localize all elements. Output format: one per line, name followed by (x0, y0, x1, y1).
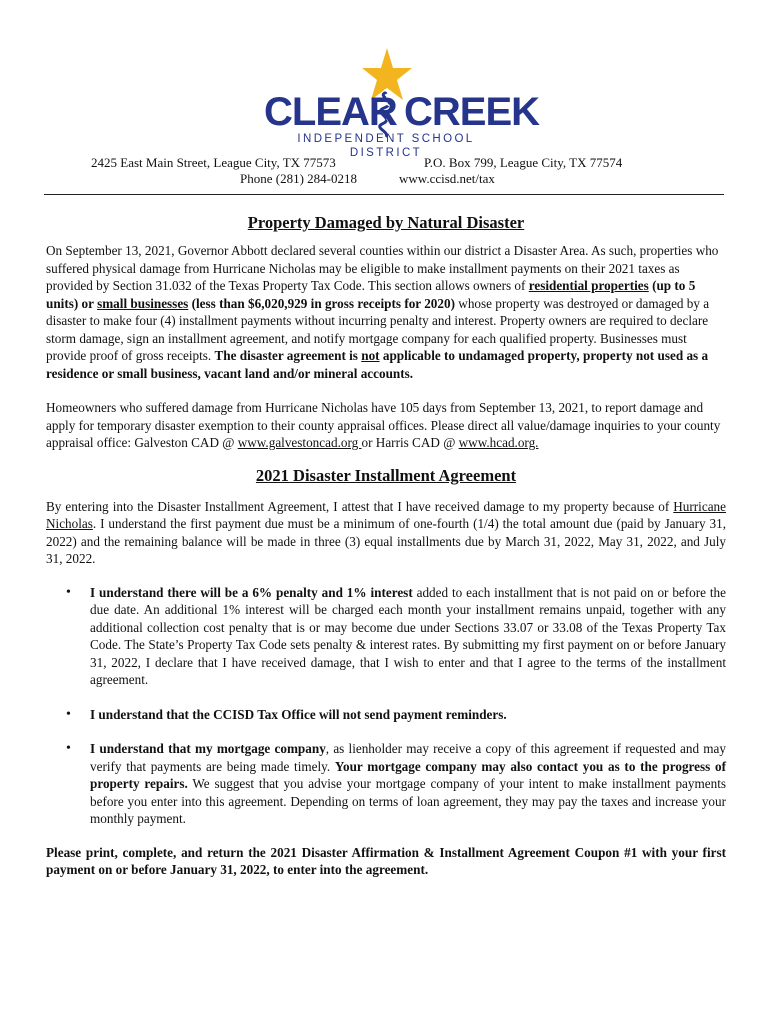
logo-word-creek: CREEK (404, 90, 540, 134)
agreement-terms-list (46, 584, 726, 828)
tax-website[interactable]: www.ccisd.net/tax (399, 171, 495, 186)
contact-block (0, 155, 770, 187)
harris-cad-link[interactable]: www.hcad.org. (458, 435, 539, 450)
logo-word-clear: CLEAR (264, 90, 397, 134)
section-title-property-damaged: Property Damaged by Natural Disaster (247, 213, 525, 232)
galveston-cad-link[interactable]: www.galvestoncad.org (237, 435, 362, 450)
phone-number: Phone (281) 284-0218 (240, 171, 357, 186)
header-divider (44, 194, 724, 195)
list-item-penalty-interest: • I understand there will be a 6% penalty and 1% interest added to each installment that is not paid on or before the due date. An additional 1% interest will be charged each month your installment remains unpaid, together with any additional collection cost penalty that is or may become due under Sections 33.07 or 33.08 of the Texas Property Tax Code. The State’s Property Tax Code sets penalty & interest rates. By submitting my first payment on or before January 31, 2022, I declare that I have received damage, that I wish to enter and that I agree to the terms of the installment agreement. (46, 584, 726, 689)
document-body (46, 212, 726, 879)
section-title-installment-agreement: 2021 Disaster Installment Agreement (255, 465, 517, 485)
street-address: 2425 East Main Street, League City, TX 77573 (91, 155, 336, 170)
po-box: P.O. Box 799, League City, TX 77574 (424, 155, 623, 170)
district-logo (260, 46, 540, 159)
closing-instruction: Please print, complete, and return the 2021 Disaster Affirmation & Installment Agreement Coupon #1 with your first payment on or before January 31, 2022, to enter into the agreement. (46, 844, 726, 877)
homeowner-exemption-paragraph: Homeowners who suffered damage from Hurricane Nicholas have 105 days from September 13, 2021, to report damage and apply for temporary disaster exemption to their county appraisal offices. Please direct all value/damage inquiries to your county appraisal office: Galveston CAD @ www.galvestoncad.org or Harris CAD @ www.hcad.org. (46, 400, 721, 450)
logo-subtitle: INDEPENDENT SCHOOL DISTRICT (297, 133, 475, 159)
list-item-mortgage-company: • I understand that my mortgage company, as lienholder may receive a copy of this agreement if requested and may verify that payments are being made timely. Your mortgage company may also contact you as to the progress of property repairs. We suggest that you advise your mortgage company of your intent to make installment payments before you enter into this agreement. Depending on terms of loan agreement, they may pay the taxes and increase your monthly payment. (46, 740, 726, 828)
disaster-declaration-paragraph: On September 13, 2021, Governor Abbott declared several counties within our district a Disaster Area. As such, properties who suffered physical damage from Hurricane Nicholas may be eligible to make installment payments on their 2021 taxes as provided by Section 31.032 of the Texas Property Tax Code. This section allows owners of residential properties (up to 5 units) or small businesses (less than $6,020,929 in gross receipts for 2020) whose property was destroyed or damaged by a disaster to make four (4) installment payments without incurring penalty and interest. Property owners are required to declare storm damage, sign an installment agreement, and notify mortgage company for each qualified property. Businesses must provide proof of gross receipts. The disaster agreement is not applicable to undamaged property, property not used as a residence or small business, vacant land and/or mineral accounts. (46, 243, 719, 381)
agreement-intro-paragraph: By entering into the Disaster Installment Agreement, I attest that I have received damage to my property because of Hurricane Nicholas. I understand the first payment due must be a minimum of one-fourth (1/4) the total amount due (paid by January 31, 2022) and the remaining balance will be made in three (3) equal installments due by March 31, 2022, May 31, 2022, and July 31, 2022. (46, 498, 726, 566)
list-item-no-reminders: • I understand that the CCISD Tax Office will not send payment reminders. (46, 706, 726, 724)
